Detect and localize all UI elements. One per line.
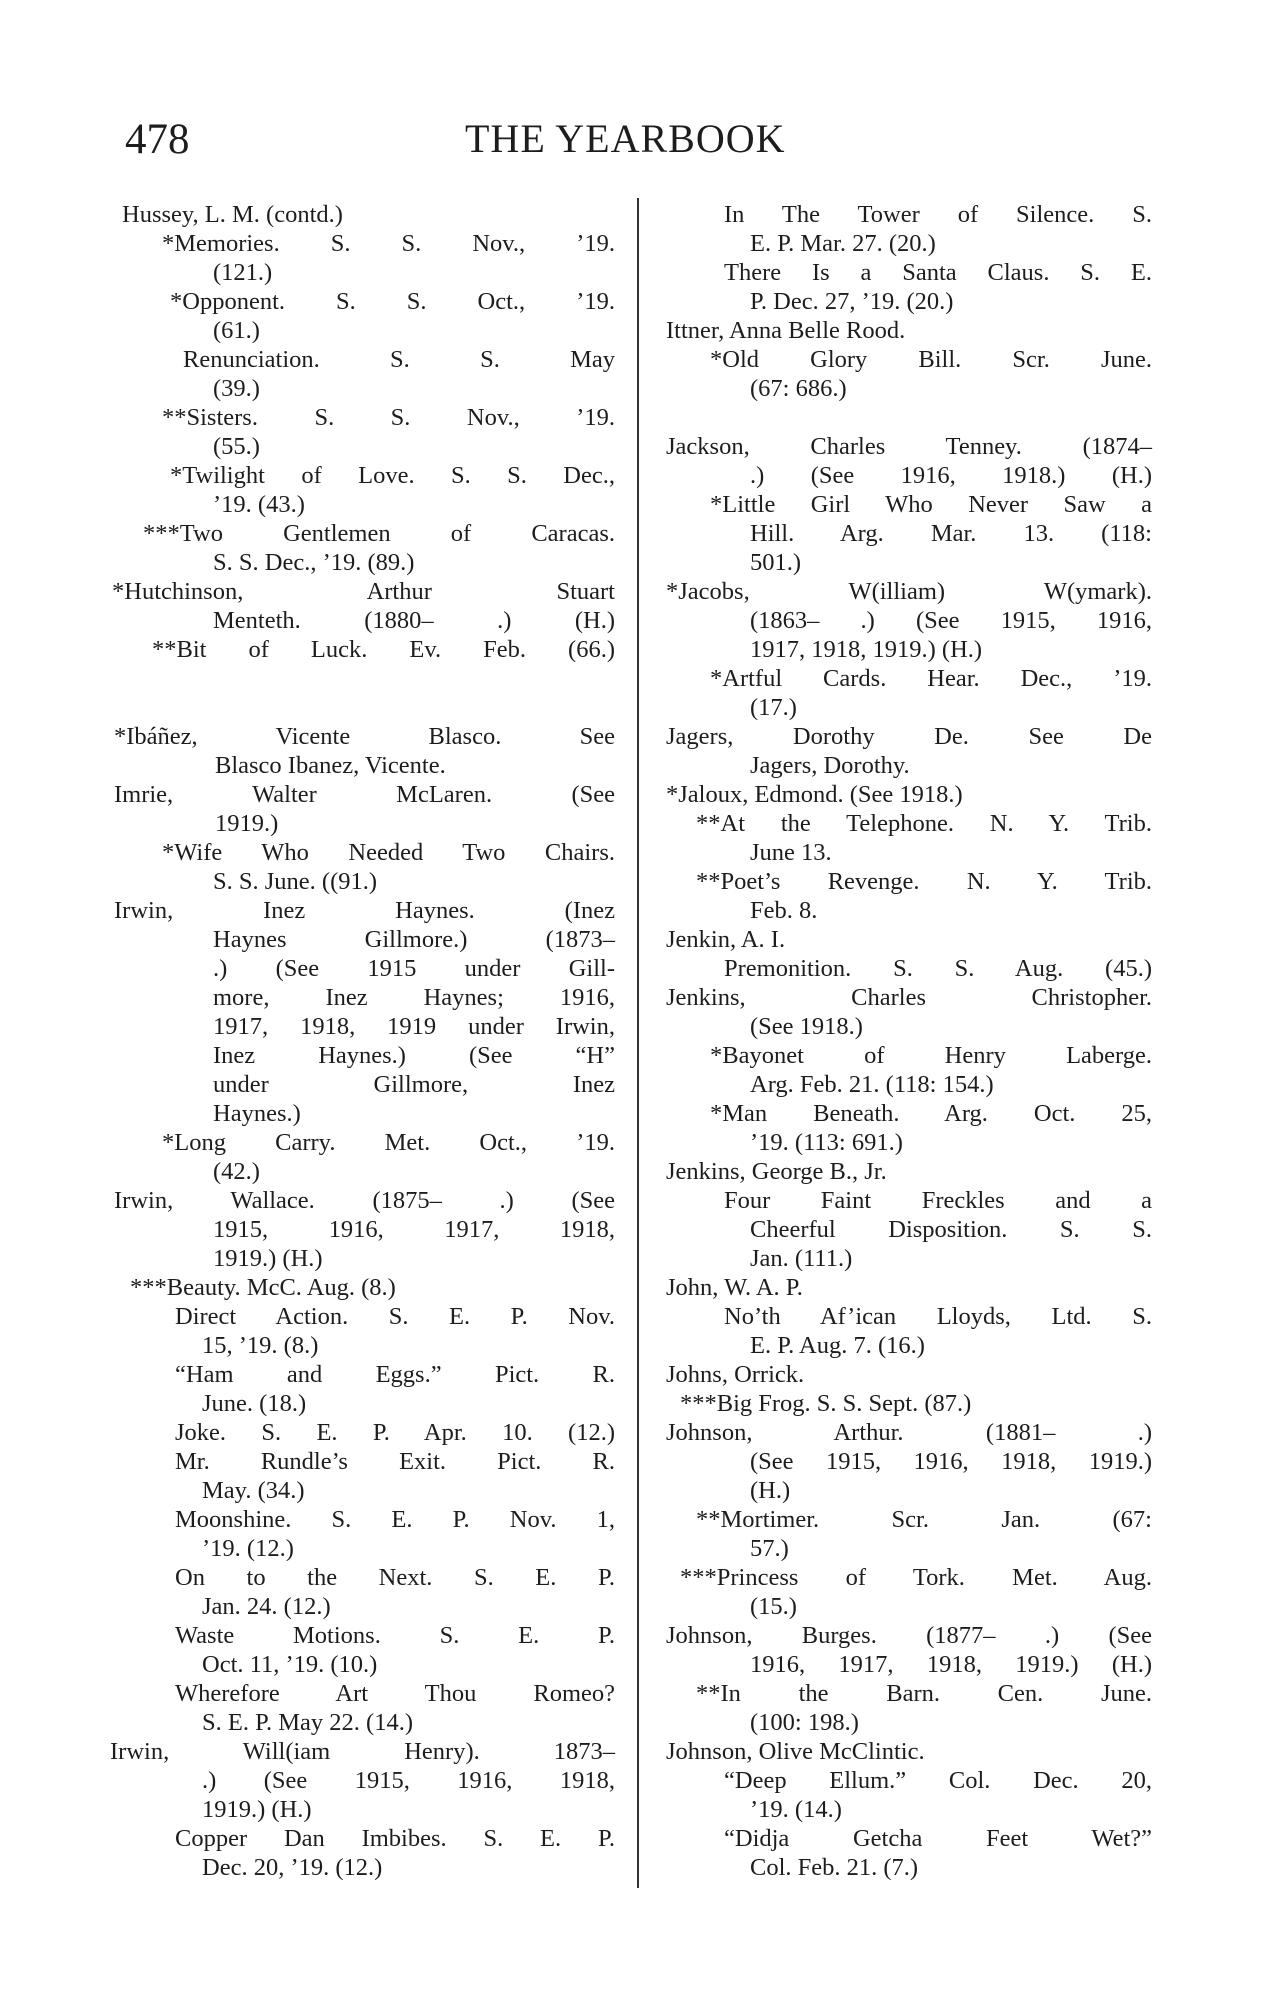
index-line: E. P. Mar. 27. (20.) <box>750 230 936 257</box>
page-number: 478 <box>125 116 190 163</box>
index-line: **Bit of Luck. Ev. Feb. (66.) <box>152 636 615 663</box>
index-line: ’19. (12.) <box>202 1535 294 1562</box>
index-line: *Man Beneath. Arg. Oct. 25, <box>710 1100 1152 1127</box>
index-line: (H.) <box>750 1477 791 1504</box>
index-line: Waste Motions. S. E. P. <box>175 1622 615 1649</box>
index-line: (55.) <box>213 433 260 460</box>
index-line: under Gillmore, Inez <box>213 1071 615 1098</box>
index-line: **Mortimer. Scr. Jan. (67: <box>696 1506 1152 1533</box>
index-line: **At the Telephone. N. Y. Trib. <box>696 810 1152 837</box>
index-line: 1919.) (H.) <box>213 1245 323 1272</box>
index-line: ’19. (14.) <box>750 1796 842 1823</box>
index-line: Irwin, Wallace. (1875– .) (See <box>114 1187 615 1214</box>
index-line: *Jacobs, W(illiam) W(ymark). <box>666 578 1152 605</box>
index-line: (See 1918.) <box>750 1013 863 1040</box>
index-line: *Wife Who Needed Two Chairs. <box>162 839 615 866</box>
index-line: Dec. 20, ’19. (12.) <box>202 1854 383 1881</box>
index-line: In The Tower of Silence. S. <box>724 201 1152 228</box>
index-line: 1915, 1916, 1917, 1918, <box>213 1216 615 1243</box>
index-line: (15.) <box>750 1593 797 1620</box>
index-line: Wherefore Art Thou Romeo? <box>175 1680 615 1707</box>
index-line: ***Two Gentlemen of Caracas. <box>143 520 615 547</box>
index-line: Johnson, Olive McClintic. <box>666 1738 925 1765</box>
index-line: Jagers, Dorothy. <box>750 752 910 779</box>
index-line: (100: 198.) <box>750 1709 859 1736</box>
blank-line <box>662 403 1152 432</box>
index-line: S. S. June. ((91.) <box>213 868 378 895</box>
index-line: (121.) <box>213 259 273 286</box>
index-line: Johns, Orrick. <box>666 1361 805 1388</box>
index-line: (17.) <box>750 694 797 721</box>
index-line: *Memories. S. S. Nov., ’19. <box>162 230 615 257</box>
index-line: Premonition. S. S. Aug. (45.) <box>724 955 1152 982</box>
index-line: ***Beauty. McC. Aug. (8.) <box>130 1274 396 1301</box>
index-line: There Is a Santa Claus. S. E. <box>724 259 1152 286</box>
index-line: 57.) <box>750 1535 789 1562</box>
index-line: Renunciation. S. S. May <box>183 346 615 373</box>
index-line: .) (See 1915, 1916, 1918, <box>202 1767 615 1794</box>
index-line: 1919.) <box>215 810 279 837</box>
index-line: On to the Next. S. E. P. <box>175 1564 615 1591</box>
index-line: Jenkins, Charles Christopher. <box>666 984 1152 1011</box>
index-line: S. E. P. May 22. (14.) <box>202 1709 413 1736</box>
index-line: more, Inez Haynes; 1916, <box>213 984 615 1011</box>
column-divider <box>637 198 639 1888</box>
index-line: Jenkin, A. I. <box>666 926 786 953</box>
index-line: Imrie, Walter McLaren. (See <box>114 781 615 808</box>
index-line: Joke. S. E. P. Apr. 10. (12.) <box>175 1419 615 1446</box>
index-line: (42.) <box>213 1158 260 1185</box>
index-line: Jackson, Charles Tenney. (1874– <box>666 433 1152 460</box>
index-line: Hussey, L. M. (contd.) <box>122 201 343 228</box>
index-line: Jan. (111.) <box>750 1245 853 1272</box>
index-line: *Long Carry. Met. Oct., ’19. <box>162 1129 615 1156</box>
index-line: Cheerful Disposition. S. S. <box>750 1216 1152 1243</box>
index-line: **In the Barn. Cen. June. <box>696 1680 1152 1707</box>
index-line: Four Faint Freckles and a <box>724 1187 1152 1214</box>
index-line: ***Princess of Tork. Met. Aug. <box>680 1564 1152 1591</box>
index-line: (61.) <box>213 317 260 344</box>
index-line: *Bayonet of Henry Laberge. <box>710 1042 1152 1069</box>
index-line: Haynes.) <box>213 1100 301 1127</box>
index-line: Oct. 11, ’19. (10.) <box>202 1651 378 1678</box>
index-line: No’th Af’ican Lloyds, Ltd. S. <box>724 1303 1152 1330</box>
index-line: (See 1915, 1916, 1918, 1919.) <box>750 1448 1152 1475</box>
index-line: (67: 686.) <box>750 375 847 402</box>
index-line: Direct Action. S. E. P. Nov. <box>175 1303 615 1330</box>
index-line: *Opponent. S. S. Oct., ’19. <box>170 288 615 315</box>
index-line: *Old Glory Bill. Scr. June. <box>710 346 1152 373</box>
index-line: Johnson, Arthur. (1881– .) <box>666 1419 1152 1446</box>
index-line: *Ibáñez, Vicente Blasco. See <box>114 723 615 750</box>
index-line: Col. Feb. 21. (7.) <box>750 1854 919 1881</box>
index-line: “Ham and Eggs.” Pict. R. <box>175 1361 615 1388</box>
index-line: May. (34.) <box>202 1477 305 1504</box>
index-line: Moonshine. S. E. P. Nov. 1, <box>175 1506 615 1533</box>
index-line: **Sisters. S. S. Nov., ’19. <box>162 404 615 431</box>
index-line: ’19. (113: 691.) <box>750 1129 903 1156</box>
index-line: Ittner, Anna Belle Rood. <box>666 317 906 344</box>
index-line: 1919.) (H.) <box>202 1796 312 1823</box>
index-line: Mr. Rundle’s Exit. Pict. R. <box>175 1448 615 1475</box>
index-line: **Poet’s Revenge. N. Y. Trib. <box>696 868 1152 895</box>
index-line: *Twilight of Love. S. S. Dec., <box>170 462 615 489</box>
index-line: Irwin, Inez Haynes. (Inez <box>114 897 615 924</box>
index-line: Inez Haynes.) (See “H” <box>213 1042 615 1069</box>
index-line: “Deep Ellum.” Col. Dec. 20, <box>724 1767 1152 1794</box>
index-line: 1917, 1918, 1919 under Irwin, <box>213 1013 615 1040</box>
index-line: 501.) <box>750 549 802 576</box>
index-line: Arg. Feb. 21. (118: 154.) <box>750 1071 994 1098</box>
index-line: S. S. Dec., ’19. (89.) <box>213 549 415 576</box>
index-line: Blasco Ibanez, Vicente. <box>215 752 446 779</box>
index-line: Johnson, Burges. (1877– .) (See <box>666 1622 1152 1649</box>
right-column <box>662 200 1152 1882</box>
index-line: Menteth. (1880– .) (H.) <box>213 607 615 634</box>
index-line: *Jaloux, Edmond. (See 1918.) <box>666 781 963 808</box>
blank-line <box>110 664 615 722</box>
index-line: ’19. (43.) <box>213 491 305 518</box>
left-column <box>110 200 615 1882</box>
index-line: Jan. 24. (12.) <box>202 1593 331 1620</box>
index-line: .) (See 1916, 1918.) (H.) <box>750 462 1152 489</box>
index-line: E. P. Aug. 7. (16.) <box>750 1332 925 1359</box>
index-line: 1917, 1918, 1919.) (H.) <box>750 636 983 663</box>
index-line: (39.) <box>213 375 260 402</box>
index-line: Feb. 8. <box>750 897 818 924</box>
index-line: P. Dec. 27, ’19. (20.) <box>750 288 954 315</box>
index-line: Copper Dan Imbibes. S. E. P. <box>175 1825 615 1852</box>
running-title: THE YEARBOOK <box>465 116 786 161</box>
index-line: “Didja Getcha Feet Wet?” <box>724 1825 1152 1852</box>
index-line: 1916, 1917, 1918, 1919.) (H.) <box>750 1651 1152 1678</box>
index-line: *Hutchinson, Arthur Stuart <box>112 578 615 605</box>
index-line: .) (See 1915 under Gill- <box>213 955 615 982</box>
index-line: Hill. Arg. Mar. 13. (118: <box>750 520 1152 547</box>
index-line: (1863– .) (See 1915, 1916, <box>750 607 1152 634</box>
index-line: John, W. A. P. <box>666 1274 803 1301</box>
index-line: Jenkins, George B., Jr. <box>666 1158 887 1185</box>
index-line: Irwin, Will(iam Henry). 1873– <box>110 1738 615 1765</box>
index-line: *Little Girl Who Never Saw a <box>710 491 1152 518</box>
index-line: ***Big Frog. S. S. Sept. (87.) <box>680 1390 972 1417</box>
index-line: Jagers, Dorothy De. See De <box>666 723 1152 750</box>
index-line: June. (18.) <box>202 1390 307 1417</box>
index-line: 15, ’19. (8.) <box>202 1332 319 1359</box>
page-header <box>125 115 1125 175</box>
index-line: Haynes Gillmore.) (1873– <box>213 926 615 953</box>
index-line: June 13. <box>750 839 832 866</box>
index-line: *Artful Cards. Hear. Dec., ’19. <box>710 665 1152 692</box>
